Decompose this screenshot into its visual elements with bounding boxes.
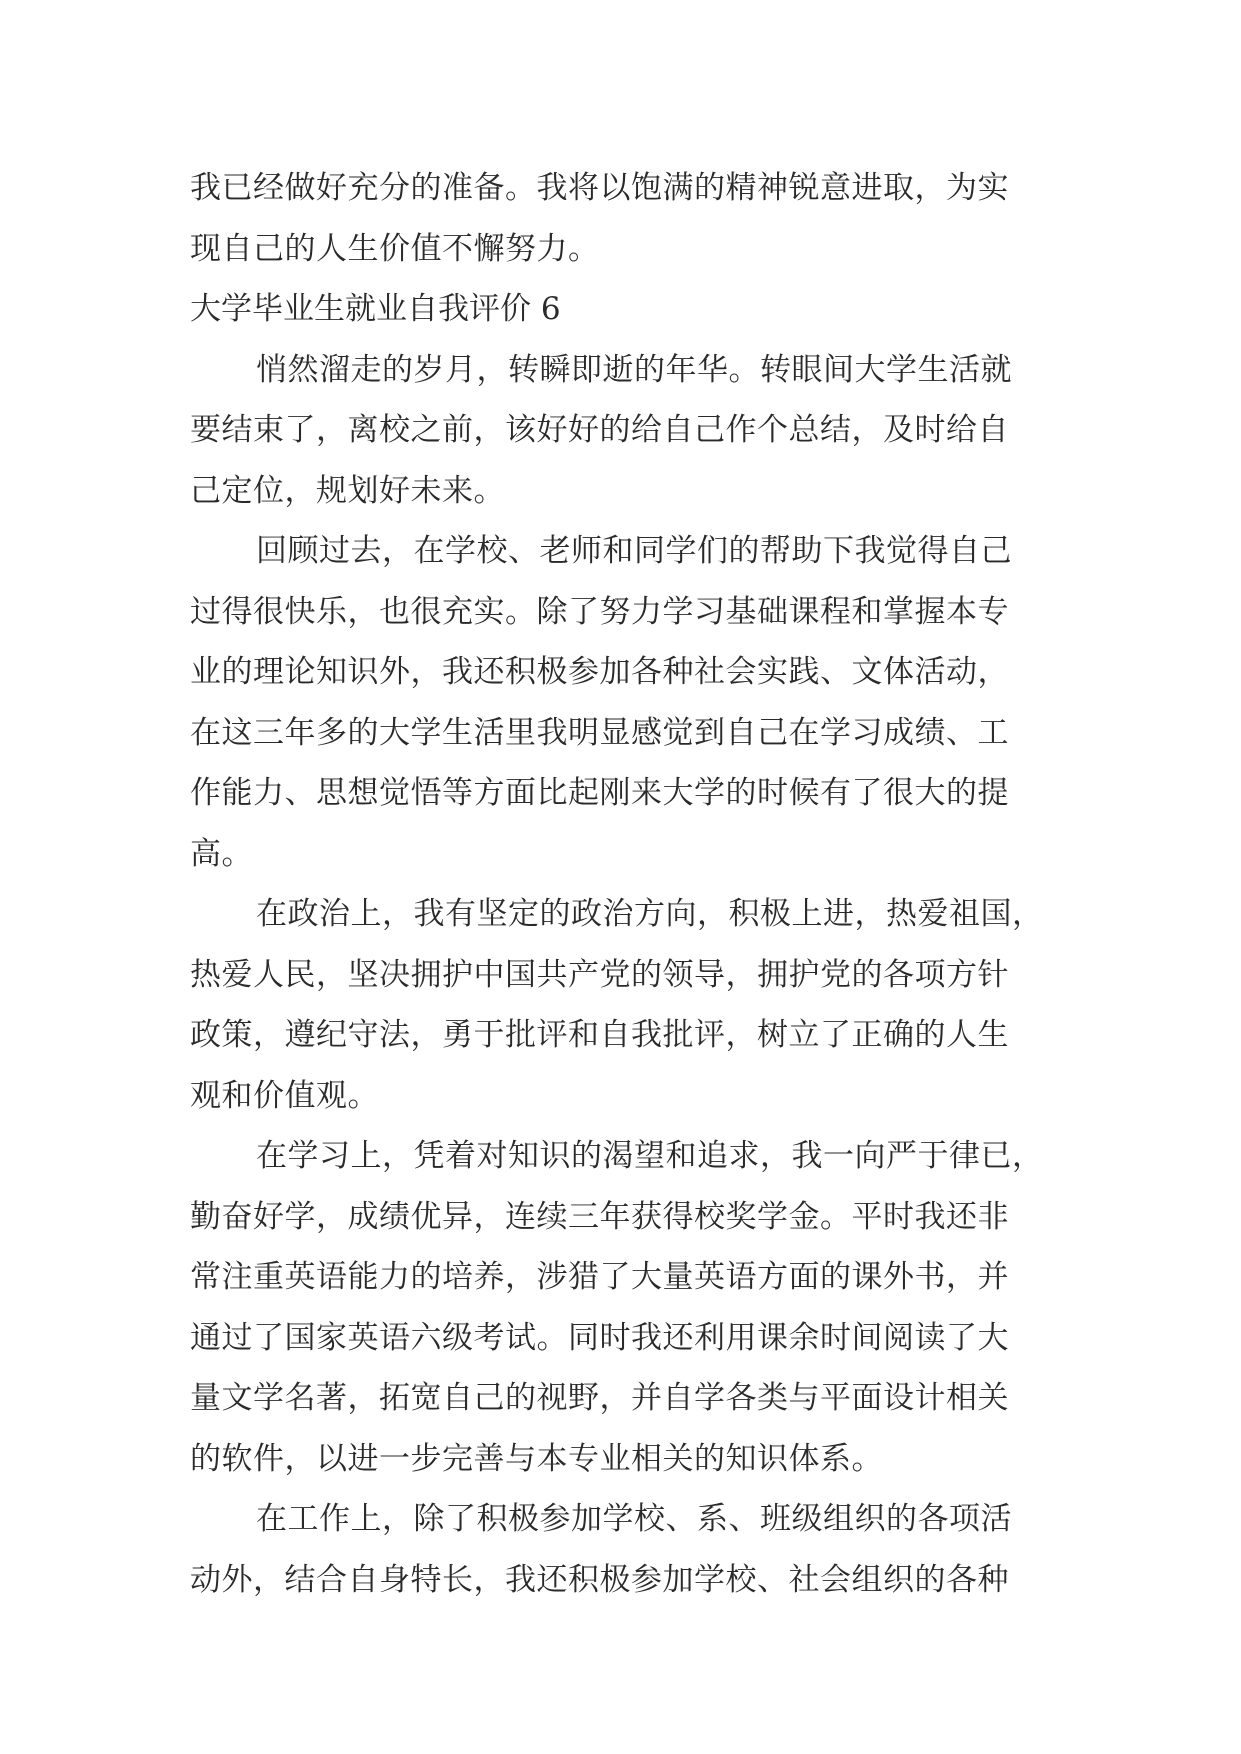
text-line: 业的理论知识外，我还积极参加各种社会实践、文体活动， xyxy=(190,654,1009,690)
text-line: 要结束了，离校之前，该好好的给自己作个总结，及时给自 xyxy=(190,412,1009,448)
document-body xyxy=(190,158,1070,1610)
paragraph-first-line: 悄然溜走的岁月，转瞬即逝的年华。转眼间大学生活就 xyxy=(256,351,1012,388)
text-line: 在这三年多的大学生活里我明显感觉到自己在学习成绩、工 xyxy=(190,714,1009,751)
text-line: 观和价值观。 xyxy=(190,1077,379,1114)
text-line: 高。 xyxy=(190,835,253,872)
text-line: 政策，遵纪守法，勇于批评和自我批评，树立了正确的人生 xyxy=(190,1017,1009,1053)
text-line: 作能力、思想觉悟等方面比起刚来大学的时候有了很大的提 xyxy=(190,775,1009,811)
text-line: 过得很快乐，也很充实。除了努力学习基础课程和掌握本专 xyxy=(190,593,1009,630)
text-line: 勤奋好学，成绩优异，连续三年获得校奖学金。平时我还非 xyxy=(190,1198,1009,1235)
paragraph-first-line: 在学习上，凭着对知识的渴望和追求，我一向严于律已， xyxy=(256,1138,1044,1174)
paragraph-first-line: 在政治上，我有坚定的政治方向，积极上进，热爱祖国， xyxy=(256,896,1044,932)
paragraph-first-line: 在工作上，除了积极参加学校、系、班级组织的各项活 xyxy=(256,1501,1012,1537)
text-line: 的软件，以进一步完善与本专业相关的知识体系。 xyxy=(190,1440,883,1477)
text-line: 通过了国家英语六级考试。同时我还利用课余时间阅读了大 xyxy=(190,1319,1009,1356)
text-line: 己定位，规划好未来。 xyxy=(190,472,505,509)
text-line: 常注重英语能力的培养，涉猎了大量英语方面的课外书，并 xyxy=(190,1259,1009,1295)
text-line: 我已经做好充分的准备。我将以饱满的精神锐意进取，为实 xyxy=(190,170,1009,206)
paragraph-first-line: 回顾过去，在学校、老师和同学们的帮助下我觉得自己 xyxy=(256,533,1012,569)
text-line: 动外，结合自身特长，我还积极参加学校、社会组织的各种 xyxy=(190,1561,1009,1598)
text-line: 现自己的人生价值不懈努力。 xyxy=(190,230,600,267)
text-line: 量文学名著，拓宽自己的视野，并自学各类与平面设计相关 xyxy=(190,1380,1009,1416)
section-heading: 大学毕业生就业自我评价 6 xyxy=(190,291,561,327)
text-line: 热爱人民，坚决拥护中国共产党的领导，拥护党的各项方针 xyxy=(190,956,1009,993)
